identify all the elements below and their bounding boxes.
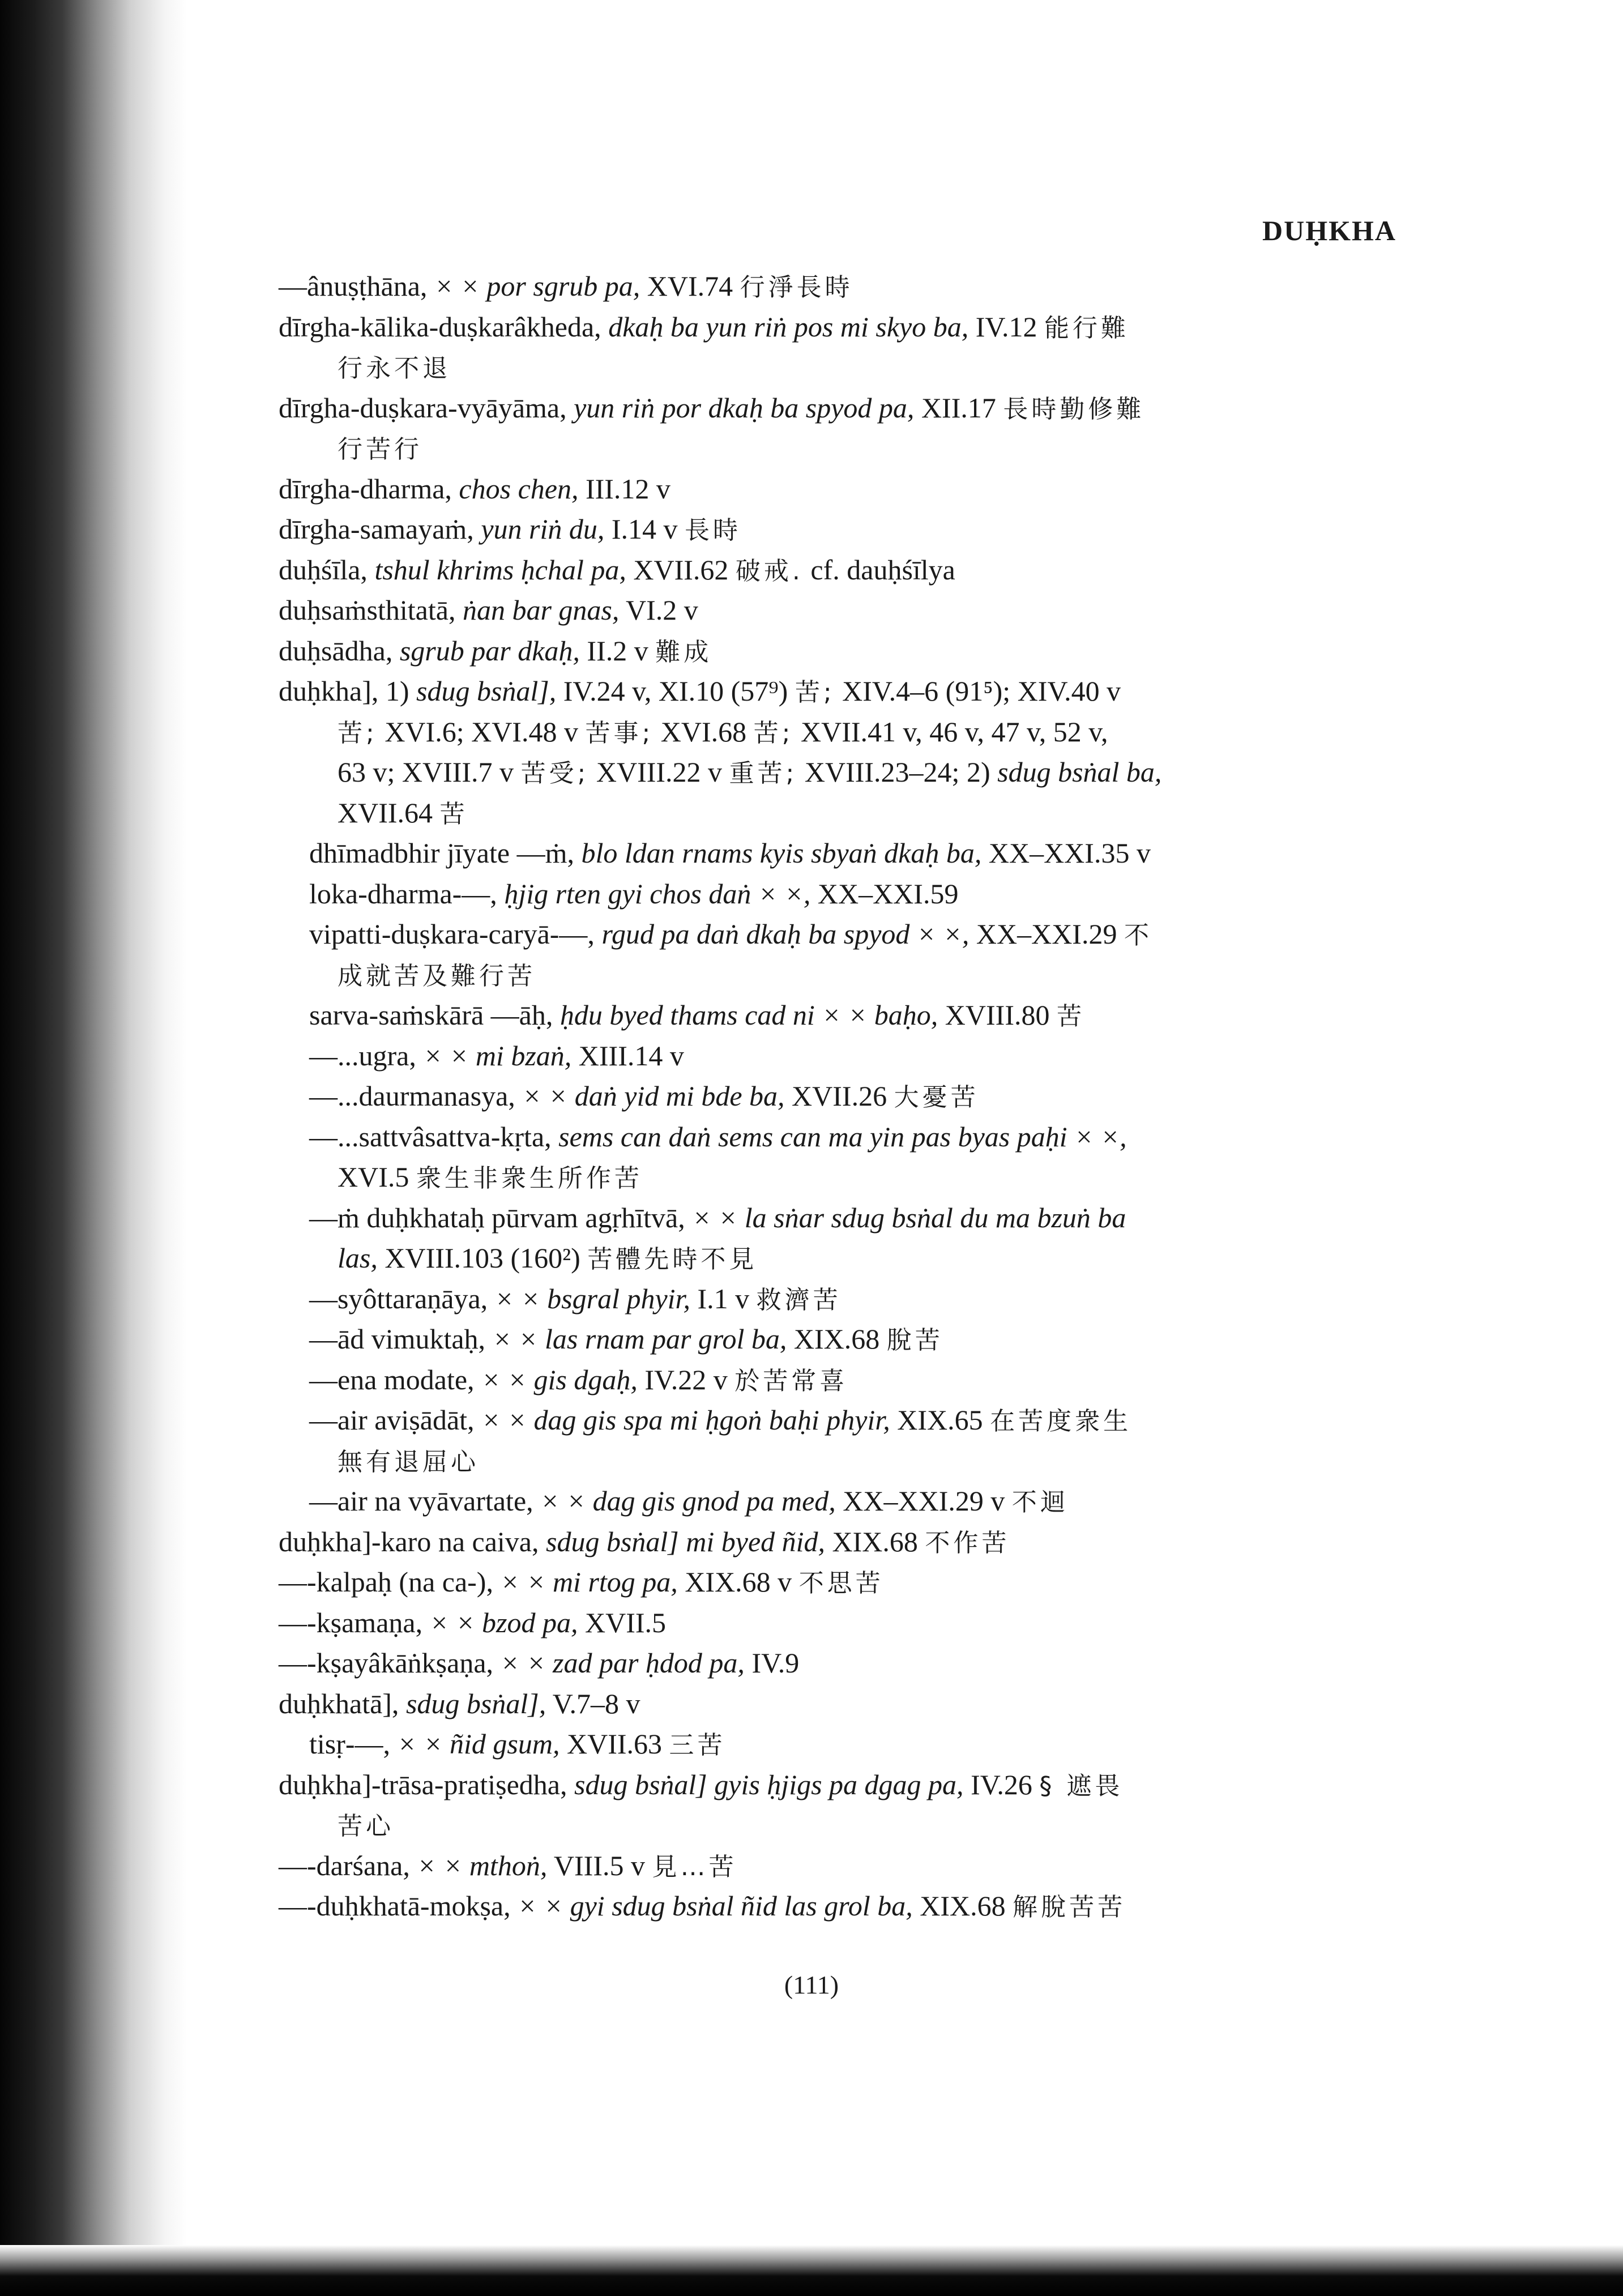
tibetan-text: chos chen,: [459, 472, 579, 505]
tibetan-text: sdug bsṅal ba,: [997, 756, 1162, 788]
entry-text: dīrgha-duṣkara-vyāyāma,: [279, 391, 574, 424]
entry-text: XVII.64: [338, 796, 440, 829]
entry-text: XX–XXI.35 v: [981, 837, 1151, 869]
entry-line: [279, 1643, 1397, 1684]
entry-line: [279, 1805, 1397, 1846]
entry-line: [279, 1522, 1397, 1563]
entry-line: [279, 1684, 1397, 1725]
chinese-text: 成就苦及難行苦: [338, 961, 536, 991]
entry-line: [279, 388, 1397, 429]
entry-text: XVIII.23–24; 2): [797, 756, 998, 788]
entry-text: XVIII.103 (160²): [377, 1242, 588, 1274]
chinese-text: 三苦: [669, 1731, 726, 1760]
entry-line: [279, 590, 1397, 631]
tibetan-text: × × gyi sdug bsṅal ñid las grol ba,: [518, 1890, 913, 1922]
entry-text: —...ugra,: [309, 1039, 424, 1072]
entry-text: XX–XXI.29 v: [835, 1485, 1012, 1517]
chinese-text: 大憂苦: [894, 1083, 979, 1112]
entry-line: [279, 509, 1397, 550]
chinese-text: 苦: [1056, 1002, 1085, 1031]
entry-text: XVI.68: [654, 715, 754, 748]
entry-text: XVII.26: [784, 1080, 894, 1112]
chinese-text: 重苦;: [729, 759, 798, 788]
entry-line: [279, 1603, 1397, 1644]
chinese-text: 在苦度衆生: [990, 1407, 1132, 1436]
dictionary-entries: [279, 266, 1397, 1927]
entry-text: —ād vimuktaḥ,: [309, 1323, 493, 1355]
entry-text: XII.17: [914, 391, 1003, 424]
chinese-text: 能行難: [1044, 313, 1130, 343]
tibetan-text: blo ldan rnams kyis sbyaṅ dkaḥ ba,: [581, 837, 982, 869]
entry-line: [279, 1157, 1397, 1198]
tibetan-text: × × bzod pa,: [429, 1606, 578, 1638]
chinese-text: § 遮畏: [1039, 1771, 1124, 1800]
entry-text: dhīmadbhir jīyate —ṁ,: [309, 837, 582, 869]
tibetan-text: × × las rnam par grol ba,: [492, 1323, 787, 1355]
entry-text: duḥsādha,: [279, 634, 400, 667]
tibetan-text: las,: [338, 1242, 378, 1274]
entry-text: V.7–8 v: [546, 1687, 640, 1719]
entry-line: [279, 428, 1397, 469]
tibetan-text: × × por sgrub pa,: [434, 270, 640, 302]
entry-text: vipatti-duṣkara-caryā-—,: [309, 918, 602, 950]
tibetan-text: ḥjig rten gyi chos daṅ × ×,: [504, 877, 811, 910]
chinese-text: 苦;: [338, 718, 378, 748]
entry-text: I.14 v: [604, 513, 685, 545]
tibetan-text: × × la sṅar sdug bsṅal du ma bzuṅ ba: [692, 1201, 1126, 1234]
entry-line: [279, 1076, 1397, 1117]
tibetan-text: × × dag gis spa mi ḥgoṅ baḥi phyir,: [481, 1404, 890, 1436]
entry-text: dīrgha-kālika-duṣkarâkheda,: [279, 310, 609, 343]
running-head: DUḤKHA: [1262, 215, 1396, 246]
entry-text: XVII.5: [578, 1606, 667, 1638]
entry-line: [279, 793, 1397, 834]
tibetan-text: × × mi rtog pa,: [500, 1566, 678, 1598]
entry-line: [279, 712, 1397, 753]
entry-text: XVI.5: [338, 1161, 416, 1193]
entry-text: XIV.4–6 (91⁵); XIV.40 v: [835, 675, 1121, 707]
entry-line: [279, 874, 1397, 915]
entry-text: duḥkha]-trāsa-pratiṣedha,: [279, 1768, 574, 1800]
entry-text: XIII.14 v: [571, 1039, 684, 1072]
chinese-text: 不作苦: [925, 1528, 1010, 1557]
entry-line: [279, 1198, 1397, 1239]
entry-text: VIII.5 v: [547, 1849, 652, 1881]
entry-text: duḥkha]-karo na caiva,: [279, 1525, 546, 1557]
entry-text: XVII.63: [559, 1728, 669, 1760]
tibetan-text: yun riṅ por dkaḥ ba spyod pa,: [574, 391, 915, 424]
entry-text: —air aviṣādāt,: [309, 1404, 482, 1436]
entry-line: [279, 266, 1397, 307]
entry-line: [279, 1441, 1397, 1482]
entry-line: [279, 914, 1397, 955]
entry-text: duḥkhatā],: [279, 1687, 406, 1719]
tibetan-text: × × mi bzaṅ,: [423, 1039, 572, 1072]
entry-text: —ânuṣṭhāna,: [279, 270, 434, 302]
chinese-text: 苦;: [753, 718, 794, 748]
entry-text: sarva-saṁskārā —āḥ,: [309, 999, 560, 1031]
entry-text: XX–XXI.29: [969, 918, 1124, 950]
entry-text: 63 v; XVIII.7 v: [338, 756, 521, 788]
chinese-text: 不思苦: [798, 1569, 884, 1598]
chinese-text: 苦心: [338, 1812, 394, 1841]
entry-line: [279, 1724, 1397, 1765]
entry-line: [279, 1238, 1397, 1279]
entry-text: —-darśana,: [279, 1849, 417, 1881]
chinese-text: 苦體先時不見: [587, 1245, 758, 1274]
chinese-text: 長時勤修難: [1003, 394, 1145, 424]
entry-text: VI.2 v: [619, 594, 698, 626]
entry-line: [279, 631, 1397, 672]
entry-text: IV.12: [968, 310, 1045, 343]
entry-line: [279, 469, 1397, 510]
entry-text: XIX.68: [787, 1323, 887, 1355]
entry-line: [279, 752, 1397, 793]
entry-line: [279, 1117, 1397, 1158]
chinese-text: 長時: [685, 516, 742, 545]
tibetan-text: ḥdu byed thams cad ni × × baḥo,: [559, 999, 938, 1031]
chinese-text: 於苦常喜: [734, 1366, 848, 1395]
entry-text: dīrgha-samayaṁ,: [279, 513, 481, 545]
entry-text: cf. dauḥśīlya: [803, 553, 955, 586]
tibetan-text: sdug bsṅal] gyis ḥjigs pa dgag pa,: [574, 1768, 964, 1800]
entry-text: —...daurmanasya,: [309, 1080, 523, 1112]
entry-line: [279, 1036, 1397, 1077]
tibetan-text: × × dag gis gnod pa med,: [540, 1485, 836, 1517]
chinese-text: 無有退屈心: [338, 1447, 479, 1476]
page-number: (111): [784, 1970, 839, 1999]
tibetan-text: × × daṅ yid mi bde ba,: [522, 1080, 785, 1112]
entry-text: XX–XXI.59: [810, 877, 959, 910]
chinese-text: 衆生非衆生所作苦: [416, 1164, 643, 1193]
entry-line: [279, 307, 1397, 348]
entry-text: duḥsaṁsthitatā,: [279, 594, 463, 626]
entry-text: IV.9: [744, 1647, 800, 1679]
entry-text: III.12 v: [578, 472, 670, 505]
chinese-text: 救濟苦: [756, 1285, 842, 1315]
entry-line: [279, 1481, 1397, 1522]
chinese-text: 苦: [439, 799, 468, 829]
entry-text: —-kalpaḥ (na ca-),: [279, 1566, 501, 1598]
chinese-text: 破戒.: [735, 556, 804, 586]
tibetan-text: ṅan bar gnas,: [462, 594, 620, 626]
tibetan-text: rgud pa daṅ dkaḥ ba spyod × ×,: [601, 918, 969, 950]
tibetan-text: sgrub par dkaḥ,: [399, 634, 580, 667]
entry-text: IV.24 v, XI.10 (57⁹): [556, 675, 795, 707]
chinese-text: 行淨長時: [740, 273, 853, 302]
entry-text: dīrgha-dharma,: [279, 472, 459, 505]
entry-line: [279, 995, 1397, 1036]
entry-line: [279, 955, 1397, 996]
scan-shadow-left: [0, 0, 187, 2296]
tibetan-text: × × mthoṅ,: [417, 1849, 548, 1881]
entry-line: [279, 1886, 1397, 1927]
chinese-text: 行永不退: [338, 354, 451, 383]
chinese-text: 行苦行: [338, 435, 422, 464]
entry-text: IV.26: [963, 1768, 1040, 1800]
entry-text: XIX.65: [890, 1404, 990, 1436]
tibetan-text: sdug bsṅal] mi byed ñid,: [546, 1525, 826, 1557]
tibetan-text: sdug bsṅal],: [405, 1687, 546, 1719]
entry-line: [279, 550, 1397, 591]
entry-line: [279, 671, 1397, 712]
scan-shadow-bottom: [0, 2245, 1623, 2296]
entry-text: —...sattvâsattva-kṛta,: [309, 1120, 559, 1153]
entry-line: [279, 1562, 1397, 1603]
tibetan-text: sems can daṅ sems can ma yin pas byas paḥi × ×,: [558, 1120, 1127, 1153]
tibetan-text: tshul khrims ḥchal pa,: [374, 553, 626, 586]
entry-text: duḥśīla,: [279, 553, 375, 586]
tibetan-text: dkaḥ ba yun riṅ pos mi skyo ba,: [608, 310, 969, 343]
entry-text: —ṁ duḥkhataḥ pūrvam agṛhītvā,: [309, 1201, 693, 1234]
tibetan-text: sdug bsṅal],: [416, 675, 557, 707]
entry-text: —-duḥkhatā-mokṣa,: [279, 1890, 518, 1922]
chinese-text: 不: [1124, 921, 1152, 950]
entry-line: [279, 1360, 1397, 1401]
chinese-text: 見…苦: [652, 1852, 737, 1881]
chinese-text: 不迴: [1011, 1488, 1069, 1517]
entry-text: —-kṣamaṇa,: [279, 1606, 430, 1638]
tibetan-text: × × bsgral phyir,: [494, 1282, 690, 1315]
entry-text: XVIII.22 v: [589, 756, 729, 788]
entry-text: II.2 v: [579, 634, 656, 667]
entry-line: [279, 1319, 1397, 1360]
entry-text: XVII.62: [626, 553, 736, 586]
tibetan-text: × × gis dgaḥ,: [481, 1363, 638, 1395]
entry-line: [279, 1279, 1397, 1320]
entry-text: IV.22 v: [637, 1363, 735, 1395]
tibetan-text: × × ñid gsum,: [397, 1728, 560, 1760]
entry-text: tisṛ-—,: [309, 1728, 398, 1760]
entry-text: XIX.68: [825, 1525, 925, 1557]
entry-text: —syôttaraṇāya,: [309, 1282, 495, 1315]
entry-text: I.1 v: [690, 1282, 757, 1315]
chinese-text: 苦事;: [585, 718, 654, 748]
chinese-text: 解脫苦苦: [1013, 1893, 1126, 1922]
entry-line: [279, 1846, 1397, 1887]
entry-line: [279, 1765, 1397, 1806]
entry-text: XVI.6; XVI.48 v: [377, 715, 586, 748]
entry-text: loka-dharma-—,: [309, 877, 505, 910]
entry-text: XIX.68: [912, 1890, 1013, 1922]
entry-text: XVIII.80: [938, 999, 1057, 1031]
tibetan-text: × × zad par ḥdod pa,: [500, 1647, 745, 1679]
entry-text: duḥkha], 1): [279, 675, 416, 707]
chinese-text: 脫苦: [886, 1326, 943, 1355]
chinese-text: 難成: [655, 637, 712, 667]
entry-text: XVII.41 v, 46 v, 47 v, 52 v,: [793, 715, 1108, 748]
entry-text: —ena modate,: [309, 1363, 482, 1395]
entry-line: [279, 347, 1397, 388]
chinese-text: 苦;: [795, 678, 835, 707]
chinese-text: 苦受;: [520, 759, 590, 788]
entry-text: XIX.68 v: [677, 1566, 799, 1598]
entry-line: [279, 1400, 1397, 1441]
entry-text: —air na vyāvartate,: [309, 1485, 541, 1517]
entry-text: XVI.74: [640, 270, 740, 302]
entry-text: —-kṣayâkāṅkṣaṇa,: [279, 1647, 501, 1679]
tibetan-text: yun riṅ du,: [481, 513, 605, 545]
entry-line: [279, 833, 1397, 874]
